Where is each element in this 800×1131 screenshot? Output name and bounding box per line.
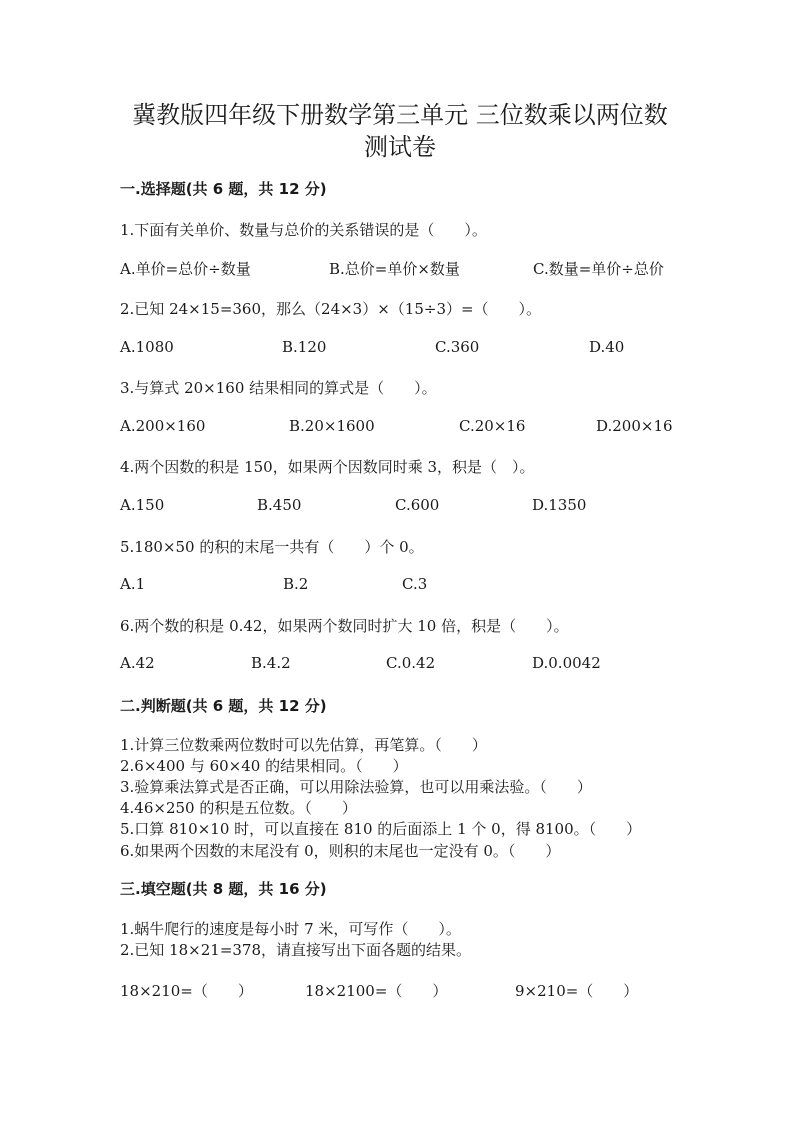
option-b: B.2 (283, 575, 309, 593)
question-stem: 6.两个数的积是 0.42，如果两个数同时扩大 10 倍，积是（ ）。 (120, 617, 569, 635)
option-a: A.1 (120, 575, 146, 593)
judge-item: 6.如果两个因数的末尾没有 0，则积的末尾也一定没有 0。（ ） (120, 842, 561, 860)
section-choice-heading: 一.选择题(共 6 题，共 12 分) (120, 180, 327, 198)
option-c: C.600 (395, 496, 440, 514)
option-d: D.0.0042 (532, 654, 601, 672)
judge-item: 2.6×400 与 60×40 的结果相同。（ ） (120, 757, 408, 775)
option-c: C.数量=单价÷总价 (533, 260, 664, 278)
question-stem: 4.两个因数的积是 150，如果两个因数同时乘 3，积是（ ）。 (120, 458, 535, 476)
option-a: A.42 (120, 654, 155, 672)
fill-item: 1.蜗牛爬行的速度是每小时 7 米，可写作（ ）。 (120, 920, 461, 938)
fill-item: 2.已知 18×21=378，请直接写出下面各题的结果。 (120, 941, 472, 959)
fill-sub-item: 18×210=（ ） (120, 982, 253, 1000)
title-line-1: 冀教版四年级下册数学第三单元 三位数乘以两位数 (132, 101, 668, 129)
question-stem: 1.下面有关单价、数量与总价的关系错误的是（ ）。 (120, 221, 487, 239)
option-d: D.200×16 (596, 417, 673, 435)
judge-item: 1.计算三位数乘两位数时可以先估算，再笔算。（ ） (120, 736, 487, 754)
option-a: A.单价=总价÷数量 (120, 260, 251, 278)
option-c: C.0.42 (386, 654, 436, 672)
option-b: B.4.2 (251, 654, 291, 672)
option-c: C.360 (435, 338, 480, 356)
option-c: C.20×16 (459, 417, 526, 435)
section-judge-heading: 二.判断题(共 6 题，共 12 分) (120, 697, 327, 715)
option-d: D.40 (589, 338, 625, 356)
option-a: A.1080 (120, 338, 174, 356)
judge-item: 5.口算 810×10 时，可以直接在 810 的后面添上 1 个 0，得 8100。（ ） (120, 820, 642, 838)
option-a: A.200×160 (120, 417, 206, 435)
judge-item: 4.46×250 的积是五位数。（ ） (120, 799, 357, 817)
option-d: D.1350 (532, 496, 587, 514)
question-stem: 5.180×50 的积的末尾一共有（ ）个 0。 (120, 538, 424, 556)
option-b: B.20×1600 (289, 417, 375, 435)
option-c: C.3 (402, 575, 428, 593)
option-b: B.450 (257, 496, 302, 514)
judge-item: 3.验算乘法算式是否正确，可以用除法验算，也可以用乘法验。（ ） (120, 778, 592, 796)
option-b: B.120 (282, 338, 327, 356)
option-b: B.总价=单价×数量 (329, 260, 460, 278)
fill-sub-item: 18×2100=（ ） (305, 982, 448, 1000)
option-a: A.150 (120, 496, 165, 514)
section-fill-heading: 三.填空题(共 8 题，共 16 分) (120, 880, 327, 898)
question-stem: 2.已知 24×15=360，那么（24×3）×（15÷3）=（ ）。 (120, 300, 542, 318)
title-line-2: 测试卷 (364, 133, 436, 161)
question-stem: 3.与算式 20×160 结果相同的算式是（ ）。 (120, 379, 437, 397)
fill-sub-item: 9×210=（ ） (515, 982, 639, 1000)
